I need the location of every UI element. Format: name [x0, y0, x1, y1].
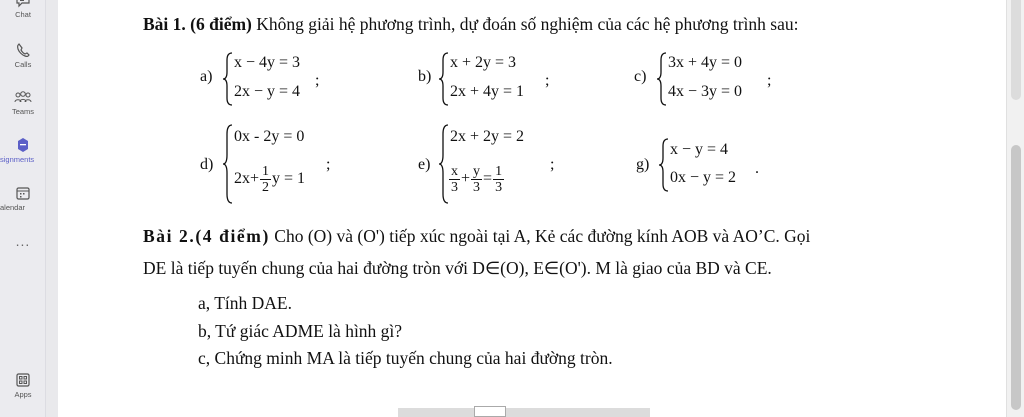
rail-calls[interactable]	[0, 42, 46, 69]
equation-1: 2x + 2y = 2	[450, 128, 525, 145]
bai2-line1	[143, 226, 810, 246]
equation-1: 0x - 2y = 0	[234, 128, 305, 145]
equation-term: 2x+	[234, 170, 260, 188]
equation-term: y = 1	[272, 170, 306, 188]
scrollbar-thumb[interactable]	[1011, 145, 1021, 410]
phone-icon	[15, 42, 31, 58]
rail-calls-label: Calls	[14, 60, 32, 69]
brace-icon	[222, 124, 234, 204]
fraction	[260, 164, 271, 195]
chat-icon	[15, 0, 31, 8]
page-toolbar	[398, 408, 650, 417]
system-label: c)	[634, 68, 647, 85]
more-icon[interactable]: ...	[15, 233, 31, 249]
equation-2	[448, 164, 505, 195]
bai2-text-1: Cho (O) và (O') tiếp xúc ngoài tại A, Kẻ các đường kính AOB và AO’C. Gọi	[274, 226, 811, 246]
punctuation: ;	[767, 72, 772, 89]
equation-1: x + 2y = 3	[450, 54, 517, 71]
page-control[interactable]	[474, 406, 506, 417]
fraction	[471, 164, 482, 195]
system-label: b)	[418, 68, 432, 85]
brace-icon	[656, 52, 668, 106]
equation-2: 2x + 4y = 1	[450, 83, 525, 100]
brace-icon	[658, 138, 670, 192]
rail-teams-label: Teams	[11, 107, 35, 116]
bai1-heading	[143, 14, 798, 34]
rail-chat[interactable]	[0, 0, 46, 19]
equation-2	[234, 164, 305, 195]
system-label: d)	[200, 156, 214, 173]
fraction	[449, 164, 460, 195]
denominator: 3	[451, 180, 458, 195]
bai2-item-a: a, Tính DAE.	[198, 293, 292, 313]
bai1-prompt: Không giải hệ phương trình, dự đoán số nghiệm của các hệ phương trình sau:	[256, 14, 799, 34]
denominator: 2	[262, 180, 270, 195]
apps-icon	[15, 372, 31, 388]
rail-assignments-label: signments	[0, 155, 35, 164]
bai2-line2: DE là tiếp tuyến chung của hai đường tròn với D∈(O), E∈(O'). M là giao của BD và CE.	[143, 258, 772, 278]
numerator: y	[473, 164, 481, 179]
fraction	[493, 164, 504, 195]
numerator: x	[451, 164, 458, 179]
punctuation: .	[755, 160, 759, 177]
punctuation: ;	[545, 72, 550, 89]
rail-teams[interactable]	[0, 89, 46, 116]
system-label: a)	[200, 68, 213, 85]
equation-1: x − y = 4	[670, 141, 729, 158]
equation-1: 3x + 4y = 0	[668, 54, 743, 71]
bai2-item-c: c, Chứng minh MA là tiếp tuyến chung của hai đường tròn.	[198, 348, 613, 368]
bai2-title: Bài 2.(4 điểm)	[143, 226, 270, 246]
equation-1: x − 4y = 3	[234, 54, 301, 71]
denominator: 3	[495, 180, 503, 195]
app-rail	[0, 0, 46, 417]
bai1-title: Bài 1. (6 điểm)	[143, 14, 252, 34]
scrollbar-upper[interactable]	[1011, 0, 1021, 100]
equation-2: 4x − 3y = 0	[668, 83, 743, 100]
equation-2: 2x − y = 4	[234, 83, 301, 100]
rail-calendar-label: alendar	[0, 203, 26, 212]
operator: +	[461, 170, 471, 188]
teams-icon	[14, 89, 32, 105]
punctuation: ;	[326, 156, 331, 173]
numerator: 1	[262, 164, 270, 179]
punctuation: ;	[550, 156, 555, 173]
rail-apps[interactable]	[0, 372, 46, 399]
rail-calendar[interactable]	[0, 185, 46, 212]
system-label: e)	[418, 156, 431, 173]
punctuation: ;	[315, 72, 320, 89]
brace-icon	[222, 52, 234, 106]
numerator: 1	[495, 164, 503, 179]
equation-2: 0x − y = 2	[670, 169, 737, 186]
assignments-icon	[15, 137, 31, 153]
denominator: 3	[473, 180, 481, 195]
operator: =	[483, 170, 493, 188]
rail-chat-label: Chat	[15, 10, 31, 19]
system-label: g)	[636, 156, 650, 173]
brace-icon	[438, 52, 450, 106]
rail-apps-label: Apps	[14, 390, 32, 399]
calendar-icon	[15, 185, 31, 201]
rail-assignments[interactable]	[0, 137, 46, 164]
bai2-item-b: b, Tứ giác ADME là hình gì?	[198, 321, 403, 341]
